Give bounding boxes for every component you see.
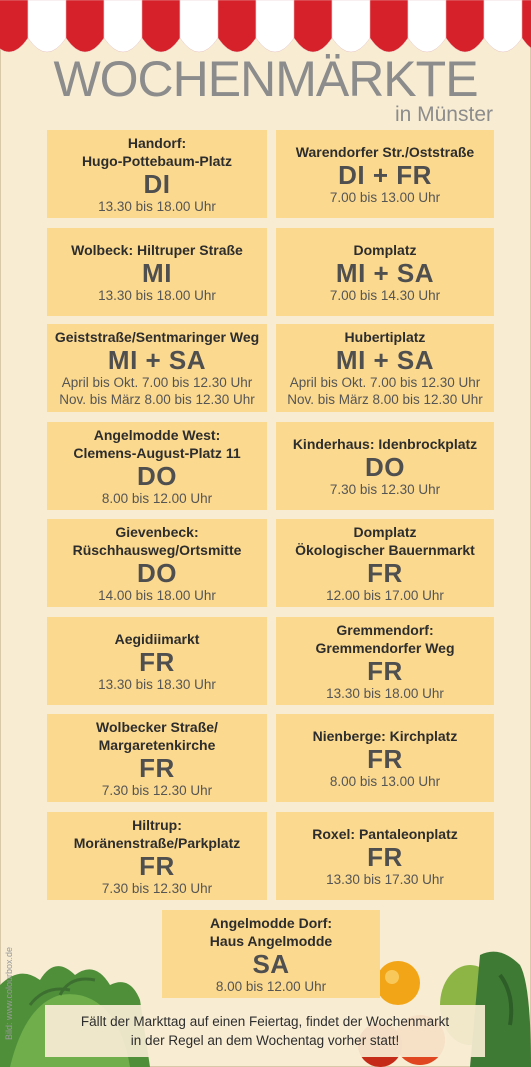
market-card (47, 422, 267, 510)
market-name: Angelmodde Dorf: Haus Angelmodde (209, 914, 333, 949)
market-name: Wolbeck: Hiltruper Straße (71, 241, 243, 258)
market-day: DI (143, 168, 171, 199)
market-day: DI + FR (338, 159, 432, 190)
market-card (162, 910, 380, 998)
market-name: Roxel: Pantaleonplatz (312, 825, 458, 842)
market-day: DO (365, 451, 405, 482)
market-day: FR (367, 743, 403, 774)
market-time: 13.30 bis 18.30 Uhr (98, 676, 216, 692)
market-time: 13.30 bis 18.00 Uhr (98, 287, 216, 303)
market-day: MI (142, 257, 172, 288)
awning-stripe (408, 0, 446, 52)
market-time: 8.00 bis 13.00 Uhr (329, 773, 441, 789)
market-card (47, 130, 267, 218)
market-day: FR (139, 646, 175, 677)
market-day: MI + SA (335, 257, 435, 288)
market-day: FR (367, 655, 403, 686)
image-credit: Bild: www.colourbox.de (4, 946, 14, 1040)
market-card (47, 324, 267, 412)
market-card (276, 617, 494, 705)
market-time: 7.00 bis 13.00 Uhr (329, 189, 441, 205)
market-time: 13.30 bis 18.00 Uhr (98, 198, 216, 214)
awning-stripe (370, 0, 408, 52)
market-day: FR (139, 850, 175, 881)
market-card (276, 714, 494, 802)
market-day: MI + SA (335, 345, 435, 375)
market-day: DO (137, 557, 177, 588)
market-name: Gremmendorf: Gremmendorfer Weg (315, 621, 455, 656)
market-name: Hiltrup: Moränenstraße/Parkplatz (73, 816, 241, 851)
market-card (47, 519, 267, 607)
market-card (276, 422, 494, 510)
market-card (47, 228, 267, 316)
market-day: FR (367, 557, 403, 588)
awning-stripe (332, 0, 370, 52)
market-time: 13.30 bis 18.00 Uhr (326, 685, 444, 701)
market-time: April bis Okt. 7.00 bis 12.30 Uhr Nov. bis März 8.00 bis 12.30 Uhr (287, 375, 483, 407)
market-time: April bis Okt. 7.00 bis 12.30 Uhr Nov. bis März 8.00 bis 12.30 Uhr (59, 375, 255, 407)
awning-stripe (218, 0, 256, 52)
market-day: SA (252, 948, 290, 979)
market-day: MI + SA (107, 345, 207, 375)
market-card (276, 324, 494, 412)
awning-stripe (180, 0, 218, 52)
market-name: Hubertiplatz (344, 329, 426, 345)
holiday-note: Fällt der Markttag auf einen Feiertag, findet der Wochenmarkt in der Regel an dem Wochentag vorher statt! (45, 1005, 485, 1057)
market-day: FR (139, 752, 175, 783)
market-time: 7.30 bis 12.30 Uhr (101, 782, 213, 798)
page-title: WOCHENMÄRKTE (53, 51, 478, 107)
market-card (276, 130, 494, 218)
market-card (47, 812, 267, 900)
market-card (276, 519, 494, 607)
market-name: Kinderhaus: Idenbrockplatz (292, 435, 478, 452)
market-name: Handorf: Hugo-Pottebaum-Platz (81, 134, 233, 169)
market-name: Nienberge: Kirchplatz (312, 727, 458, 744)
market-name: Geiststraße/Sentmaringer Weg (54, 329, 260, 345)
market-name: Domplatz Ökologischer Bauernmarkt (295, 523, 475, 558)
market-time: 8.00 bis 12.00 Uhr (101, 490, 213, 506)
market-name: Wolbecker Straße/ Margaretenkirche (96, 718, 218, 753)
market-time: 13.30 bis 17.30 Uhr (326, 871, 444, 887)
awning-stripe (446, 0, 484, 52)
awning-stripe (256, 0, 294, 52)
market-day: FR (367, 841, 403, 872)
market-time: 14.00 bis 18.00 Uhr (98, 587, 216, 603)
market-time: 7.30 bis 12.30 Uhr (101, 880, 213, 896)
market-time: 7.30 bis 12.30 Uhr (329, 481, 441, 497)
page-subtitle: in Münster (394, 103, 493, 126)
market-card (276, 228, 494, 316)
awning-stripe (66, 0, 104, 52)
awning-stripe (28, 0, 66, 52)
awning-stripe (294, 0, 332, 52)
market-card (47, 617, 267, 705)
market-time: 8.00 bis 12.00 Uhr (215, 978, 327, 994)
market-name: Warendorfer Str./Oststraße (295, 143, 475, 160)
market-time: 7.00 bis 14.30 Uhr (329, 287, 441, 303)
market-time: 12.00 bis 17.00 Uhr (326, 587, 444, 603)
awning-stripe (142, 0, 180, 52)
awning-stripe (484, 0, 522, 52)
market-card (47, 714, 267, 802)
market-card (276, 812, 494, 900)
awning-stripe (522, 0, 531, 52)
market-name: Aegidiimarkt (114, 630, 200, 647)
market-day: DO (137, 460, 177, 491)
awning-stripe (0, 0, 28, 52)
market-name: Gievenbeck: Rüschhausweg/Ortsmitte (72, 523, 242, 558)
market-name: Domplatz (353, 241, 417, 258)
market-name: Angelmodde West: Clemens-August-Platz 11 (73, 426, 241, 461)
awning-stripe (104, 0, 142, 52)
